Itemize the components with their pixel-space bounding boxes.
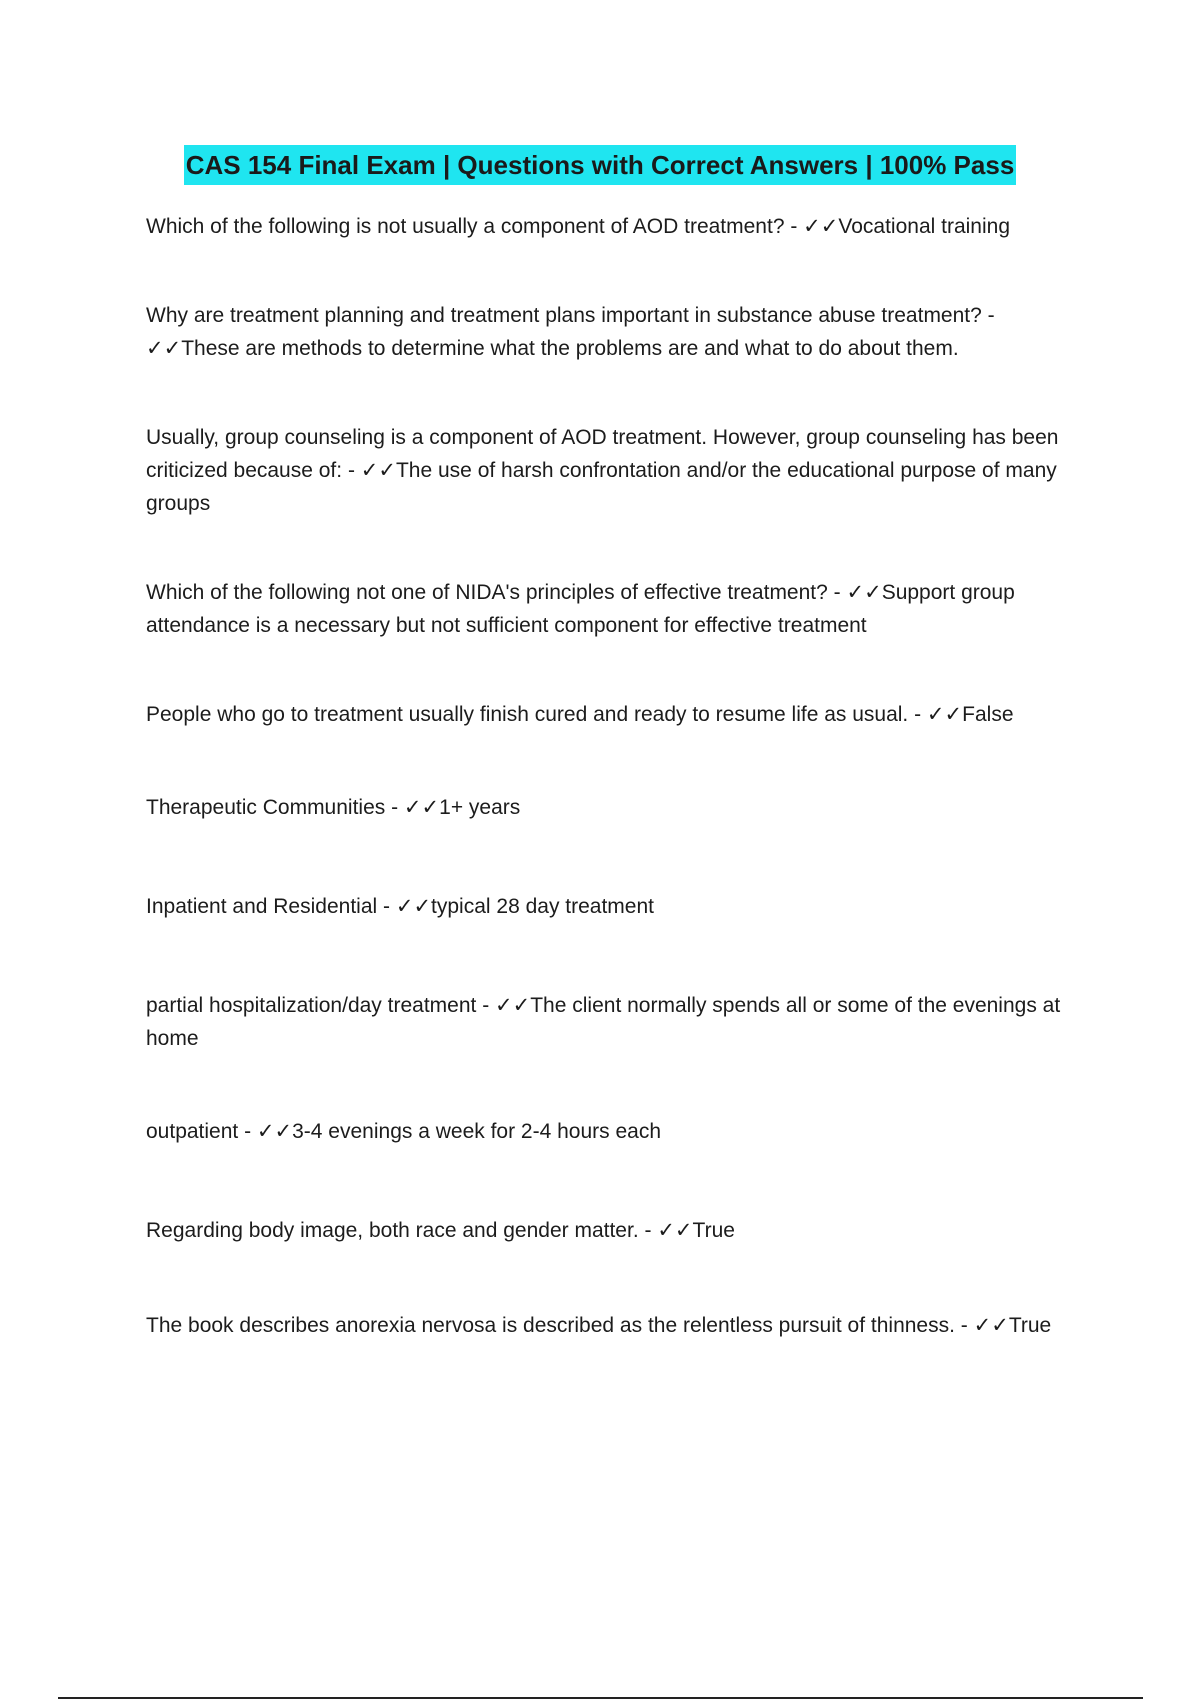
qa-item [146, 989, 1066, 1055]
qa-item [146, 576, 1066, 642]
page-title: CAS 154 Final Exam | Questions with Correct Answers | 100% Pass [184, 145, 1017, 185]
answer-marker: - ✓✓ [244, 1120, 293, 1143]
answer-marker: - ✓✓ [960, 1314, 1009, 1337]
question-text: outpatient [146, 1120, 239, 1143]
question-text: The book describes anorexia nervosa is described as the relentless pursuit of thinness. [146, 1314, 955, 1337]
footer-divider [58, 1697, 1143, 1699]
answer-text: True [692, 1219, 735, 1242]
answer-text: 3-4 evenings a week for 2-4 hours each [292, 1120, 662, 1143]
qa-item [146, 421, 1066, 520]
answer-text: Support group attendance is a necessary but not sufficient component for effective treatment [146, 581, 1015, 637]
answer-marker: - ✓✓ [347, 459, 396, 482]
qa-item [146, 1214, 1066, 1247]
answer-marker: - ✓✓ [914, 703, 963, 726]
qa-item [146, 299, 1066, 365]
qa-item [146, 1115, 1066, 1148]
title-container [0, 145, 1200, 185]
answer-marker: - ✓✓ [146, 304, 995, 360]
answer-marker: - ✓✓ [644, 1219, 693, 1242]
question-text: Which of the following not one of NIDA's principles of effective treatment? [146, 581, 828, 604]
answer-marker: - ✓✓ [391, 796, 440, 819]
answer-text: True [1008, 1314, 1052, 1337]
qa-item [146, 698, 1066, 731]
question-text: Regarding body image, both race and gender matter. [146, 1219, 639, 1242]
answer-text: typical 28 day treatment [431, 895, 654, 918]
answer-text: 1+ years [439, 796, 521, 819]
qa-item [146, 791, 1066, 824]
answer-marker: - ✓✓ [482, 994, 531, 1017]
qa-item [146, 210, 1066, 243]
question-text: Inpatient and Residential [146, 895, 378, 918]
qa-item [146, 890, 1066, 923]
answer-text: These are methods to determine what the problems are and what to do about them. [181, 337, 959, 360]
question-text: People who go to treatment usually finish cured and ready to resume life as usual. [146, 703, 909, 726]
question-text: partial hospitalization/day treatment [146, 994, 477, 1017]
answer-marker: - ✓✓ [833, 581, 882, 604]
answer-text: False [962, 703, 1014, 726]
answer-text: Vocational training [838, 215, 1011, 238]
question-text: Usually, group counseling is a component of AOD treatment. However, group counseling has been criticized because of: [146, 426, 1059, 482]
question-text: Therapeutic Communities [146, 796, 386, 819]
question-text: Which of the following is not usually a component of AOD treatment? [146, 215, 785, 238]
answer-text: The use of harsh confrontation and/or the educational purpose of many groups [146, 459, 1057, 515]
answer-marker: - ✓✓ [383, 895, 432, 918]
qa-list [146, 210, 1066, 1342]
answer-text: The client normally spends all or some of the evenings at home [146, 994, 1061, 1050]
question-text: Why are treatment planning and treatment plans important in substance abuse treatment? [146, 304, 982, 327]
answer-marker: - ✓✓ [790, 215, 839, 238]
qa-item [146, 1309, 1066, 1342]
